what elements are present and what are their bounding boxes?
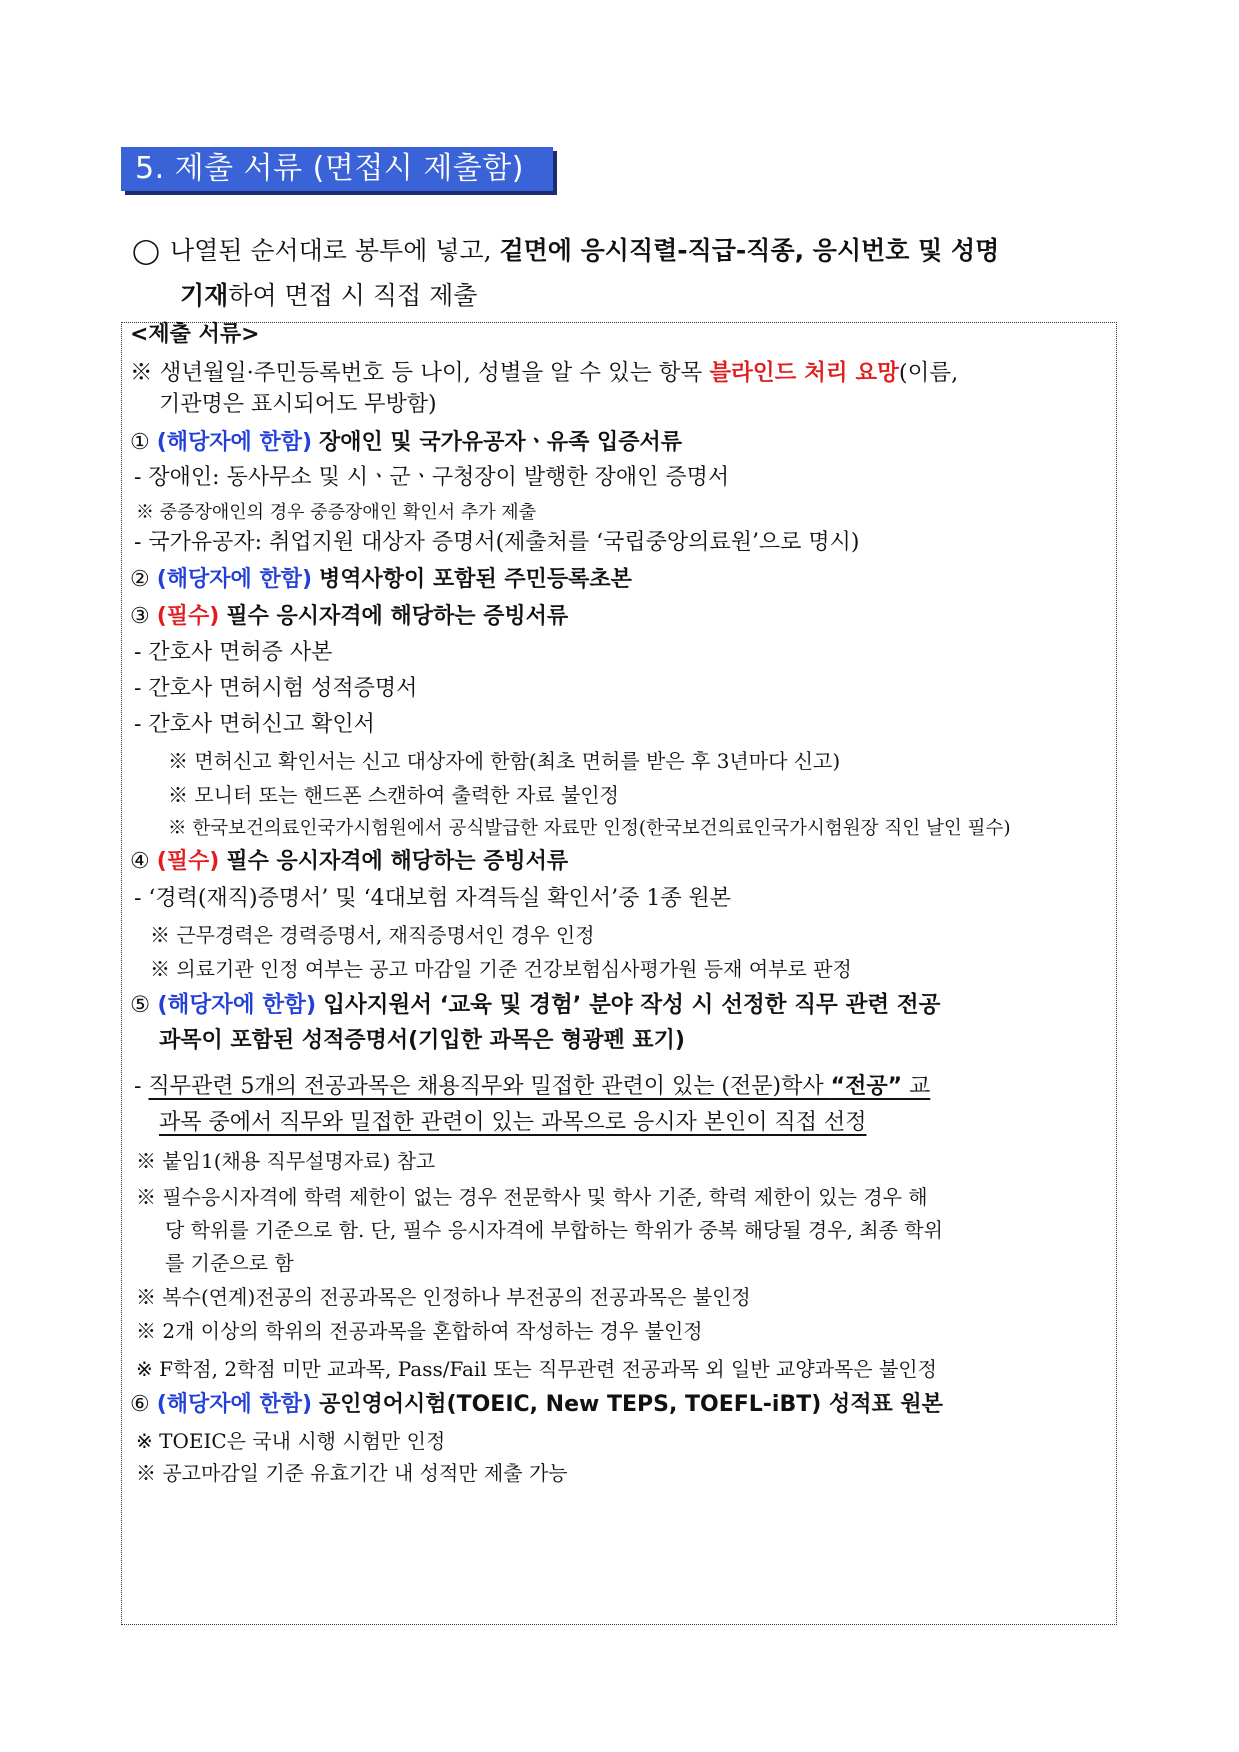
section-1-note: ※ 중증장애인의 경우 중증장애인 확인서 추가 제출 — [136, 502, 537, 523]
blind-notice: ※ 생년월일·주민등록번호 등 나이, 성별을 알 수 있는 항목 블라인드 처리 요망(이름, — [130, 360, 959, 386]
section-5-note-5: ※ F학점, 2학점 미만 교과목, Pass/Fail 또는 직무관련 전공과목 외 일반 교양과목은 불인정 — [136, 1357, 937, 1381]
intro-line-2: 기재하여 면접 시 직접 제출 — [180, 281, 478, 310]
intro-line-1: ◯ 나열된 순서대로 봉투에 넣고, 겉면에 응시직렬-직급-직종, 응시번호 및 성명 — [132, 228, 1117, 273]
section-5-item-a-line2: 과목 중에서 직무와 밀접한 관련이 있는 과목으로 응시자 본인이 직접 선정 — [159, 1110, 867, 1135]
section-4-note-2: ※ 의료기관 인정 여부는 공고 마감일 기준 건강보험심사평가원 등재 여부로 판정 — [150, 957, 852, 981]
section-4-item-a: - ‘경력(재직)증명서’ 및 ‘4대보험 자격득실 확인서’중 1종 원본 — [134, 886, 732, 911]
section-5-note-1: ※ 붙임1(채용 직무설명자료) 참고 — [136, 1149, 436, 1173]
section-1-item-b: - 국가유공자: 취업지원 대상자 증명서(제출처를 ‘국립중앙의료원’으로 명시) — [134, 530, 860, 555]
section-heading: 5. 제출 서류 (면접시 제출함) — [121, 147, 553, 191]
section-2-title: ② (해당자에 한함) 병역사항이 포함된 주민등록초본 — [130, 567, 632, 592]
section-5-title-line2: 과목이 포함된 성적증명서(기입한 과목은 형광펜 표기) — [159, 1028, 685, 1053]
section-5-note-2a: ※ 필수응시자격에 학력 제한이 없는 경우 전문학사 및 학사 기준, 학력 제한이 있는 경우 해 — [136, 1185, 928, 1209]
section-3-title: ③ (필수) 필수 응시자격에 해당하는 증빙서류 — [130, 604, 569, 629]
section-4-title: ④ (필수) 필수 응시자격에 해당하는 증빙서류 — [130, 849, 569, 874]
section-5-note-2c: 를 기준으로 함 — [165, 1251, 294, 1275]
section-3-note-2: ※ 모니터 또는 핸드폰 스캔하여 출력한 자료 불인정 — [168, 783, 619, 807]
intro-paragraph — [132, 228, 1117, 318]
documents-box — [121, 322, 1117, 1625]
section-3-note-1: ※ 면허신고 확인서는 신고 대상자에 한함(최초 면허를 받은 후 3년마다 신고) — [168, 749, 841, 773]
section-3-note-3: ※ 한국보건의료인국가시험원에서 공식발급한 자료만 인정(한국보건의료인국가시험원장 직인 날인 필수) — [168, 818, 1011, 839]
section-1-item-a: - 장애인: 동사무소 및 시ㆍ군ㆍ구청장이 발행한 장애인 증명서 — [134, 465, 730, 490]
section-5-note-4: ※ 2개 이상의 학위의 전공과목을 혼합하여 작성하는 경우 불인정 — [136, 1319, 703, 1343]
section-5-note-3: ※ 복수(연계)전공의 전공과목은 인정하나 부전공의 전공과목은 불인정 — [136, 1285, 751, 1309]
section-4-note-1: ※ 근무경력은 경력증명서, 재직증명서인 경우 인정 — [150, 923, 595, 947]
section-6-note-2: ※ 공고마감일 기준 유효기간 내 성적만 제출 가능 — [136, 1461, 568, 1485]
section-5-item-a-line1: - 직무관련 5개의 전공과목은 채용직무와 밀접한 관련이 있는 (전문)학사 “전공” 교 — [134, 1074, 931, 1099]
circle-bullet-icon: ◯ — [132, 236, 160, 265]
section-3-item-b: - 간호사 면허시험 성적증명서 — [134, 676, 418, 701]
blind-notice-line2: 기관명은 표시되어도 무방함) — [159, 392, 437, 417]
section-1-title: ① (해당자에 한함) 장애인 및 국가유공자ㆍ유족 입증서류 — [130, 430, 683, 455]
section-6-note-1: ※ TOEIC은 국내 시행 시험만 인정 — [136, 1429, 446, 1453]
section-6-title: ⑥ (해당자에 한함) 공인영어시험(TOEIC, New TEPS, TOEFL-iBT) 성적표 원본 — [130, 1392, 943, 1417]
box-title: <제출 서류> — [130, 322, 260, 347]
section-5-title: ⑤ (해당자에 한함) 입사지원서 ‘교육 및 경험’ 분야 작성 시 선정한 직무 관련 전공 — [130, 992, 941, 1018]
section-3-item-c: - 간호사 면허신고 확인서 — [134, 712, 375, 737]
section-5-note-2b: 당 학위를 기준으로 함. 단, 필수 응시자격에 부합하는 학위가 중복 해당될 경우, 최종 학위 — [165, 1218, 943, 1242]
section-3-item-a: - 간호사 면허증 사본 — [134, 640, 333, 665]
